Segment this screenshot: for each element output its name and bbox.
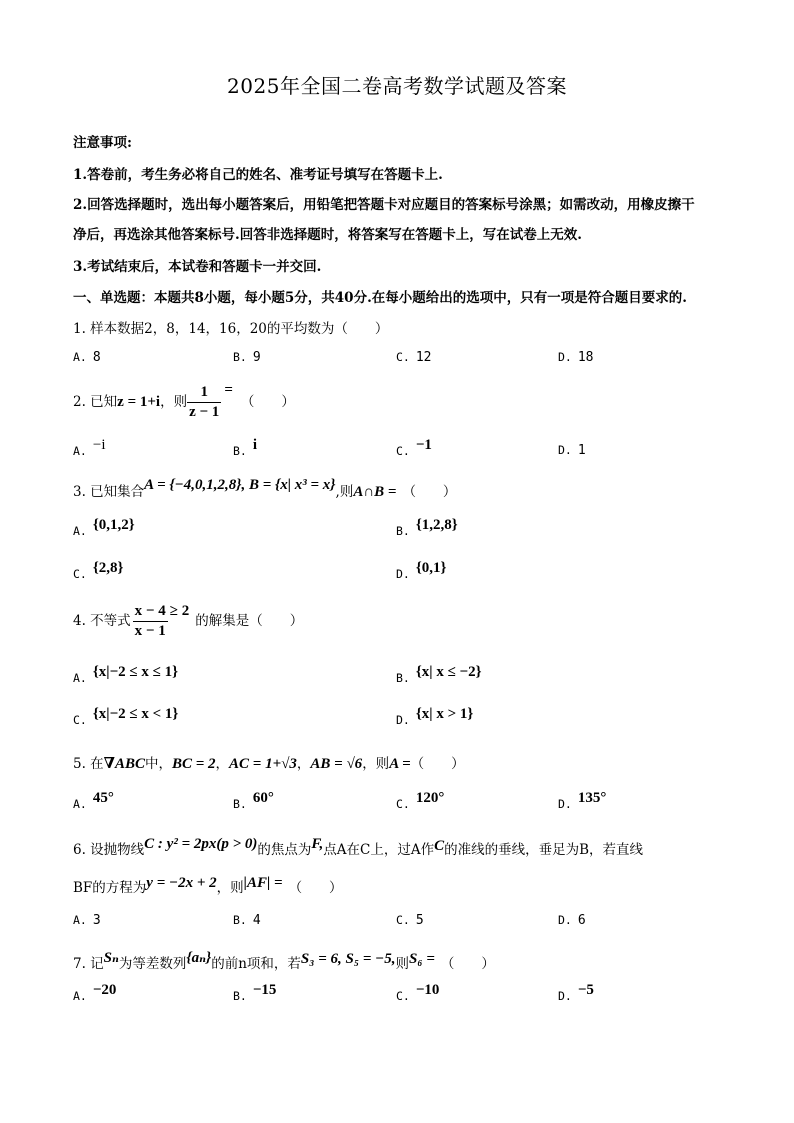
question-6-stem-line2 (73, 876, 343, 897)
option-a (73, 517, 135, 540)
stem-text: ， (296, 756, 311, 772)
option-label: C. (396, 913, 410, 927)
option-value: −15 (252, 982, 277, 998)
option-d (558, 913, 586, 928)
option-value: 135° (577, 790, 607, 806)
math-expression: = (224, 382, 233, 398)
option-d (558, 350, 594, 365)
math-expression: C : y² = 2px(p > 0) (144, 836, 258, 852)
option-a (73, 982, 117, 1005)
option-value: {0,1} (415, 560, 447, 576)
option-c (73, 560, 124, 583)
option-b (233, 913, 261, 928)
option-b (396, 664, 482, 687)
option-b (233, 437, 258, 460)
stem-text: BF的方程为 (73, 880, 147, 896)
math-expression: AC = 1+√3 (229, 756, 297, 772)
option-d (558, 982, 594, 1005)
option-value: −1 (415, 437, 432, 453)
stem-text: 则 (395, 956, 409, 972)
option-label: A. (73, 524, 87, 538)
option-label: C. (396, 797, 410, 811)
option-label: A. (73, 989, 87, 1003)
math-expression: , B = {x| x³ = x} (241, 477, 336, 493)
option-label: A. (73, 444, 87, 458)
question-2-stem (73, 384, 295, 421)
option-c (396, 790, 445, 813)
option-value: 4 (252, 913, 261, 928)
option-c (396, 982, 440, 1005)
option-label: D. (558, 350, 572, 364)
option-label: A. (73, 913, 87, 927)
option-label: C. (73, 713, 87, 727)
question-5-stem (73, 752, 465, 773)
option-label: D. (558, 797, 572, 811)
fraction (187, 384, 221, 421)
fraction-denominator: x − 1 (134, 623, 166, 639)
fraction (133, 603, 168, 640)
option-a (73, 664, 178, 687)
option-label: D. (558, 989, 572, 1003)
math-expression: BC = 2 (171, 756, 216, 772)
stem-text: （ ） (288, 880, 343, 896)
option-label: B. (233, 797, 247, 811)
option-value: −20 (92, 982, 117, 998)
option-value: 45° (92, 790, 114, 806)
option-c (396, 437, 432, 460)
math-expression: |AF| = (243, 875, 283, 891)
option-label: B. (233, 913, 247, 927)
math-expression: AB = √6 (310, 756, 363, 772)
option-a (73, 913, 101, 928)
option-label: A. (73, 671, 87, 685)
fraction-denominator: z − 1 (189, 404, 220, 420)
option-d (396, 706, 474, 729)
option-c (396, 350, 432, 365)
notice-item: 净后，再选涂其他答案标号.回答非选择题时，将答案写在答题卡上，写在试卷上无效. (73, 227, 582, 243)
question-4-stem (73, 603, 303, 640)
option-label: B. (233, 444, 247, 458)
stem-text: 的准线的垂线，垂足为B，若直线 (444, 842, 644, 858)
math-expression: A = {−4,0,1,2,8} (144, 477, 242, 493)
stem-text: 6. 设抛物线 (73, 842, 145, 858)
option-label: B. (396, 671, 410, 685)
option-a (73, 437, 106, 460)
stem-text: ， (215, 756, 230, 772)
question-1-stem: 1. 样本数据2，8，14，16，20的平均数为（ ） (73, 321, 389, 337)
option-label: C. (396, 444, 410, 458)
stem-text: （ ） (240, 394, 295, 410)
stem-text: 中， (144, 756, 172, 772)
stem-text: ，则 (160, 394, 188, 410)
option-value: {x|−2 ≤ x ≤ 1} (92, 664, 178, 680)
option-value: −i (92, 437, 106, 453)
stem-text: 5. 在 (73, 756, 104, 772)
stem-text: 的前n项和，若 (211, 956, 301, 972)
math-expression: A = (389, 756, 411, 772)
option-value: {x|−2 ≤ x < 1} (92, 706, 179, 722)
math-expression: y = −2x + 2 (146, 875, 217, 891)
option-a (73, 350, 101, 365)
option-value: {0,1,2} (92, 517, 135, 533)
math-expression: C (434, 838, 445, 854)
option-label: D. (396, 567, 410, 581)
option-label: C. (396, 350, 410, 364)
option-label: B. (233, 989, 247, 1003)
option-b (396, 517, 458, 540)
option-label: C. (73, 567, 87, 581)
stem-text: 3. 已知集合 (73, 484, 145, 500)
option-label: C. (396, 989, 410, 1003)
option-d (396, 560, 447, 583)
section-heading: 一、单选题：本题共8小题，每小题5分，共40分.在每小题给出的选项中，只有一项是符合题目要求的. (73, 290, 687, 306)
option-value: {1,2,8} (415, 517, 458, 533)
option-label: D. (396, 713, 410, 727)
stem-text: 2. 已知 (73, 394, 118, 410)
option-value: {x| x > 1} (415, 706, 474, 722)
stem-text: （ ） (440, 956, 495, 972)
stem-text: 的焦点为 (257, 842, 312, 858)
question-3-stem (73, 477, 457, 501)
math-expression: F, (311, 836, 324, 852)
option-value: {2,8} (92, 560, 124, 576)
math-expression: S₆ = (409, 951, 435, 967)
stem-text: （ ） (402, 484, 457, 500)
option-value: 3 (92, 913, 101, 928)
math-expression: A∩B = (353, 484, 397, 500)
option-value: 1 (577, 443, 586, 458)
math-expression: Sₙ (103, 950, 119, 966)
option-label: A. (73, 797, 87, 811)
stem-text: ，则 (216, 880, 244, 896)
option-d (558, 443, 586, 458)
stem-text: ，则 (362, 756, 390, 772)
option-b (233, 350, 261, 365)
stem-text: 7. 记 (73, 956, 104, 972)
fraction-numerator: 1 (187, 384, 221, 403)
notice-item: 3.考试结束后，本试卷和答题卡一并交回. (73, 259, 322, 275)
option-value: 60° (252, 790, 274, 806)
math-expression: ∇ABC (103, 756, 145, 772)
fraction-numerator: x − 4 (133, 603, 168, 622)
option-label: D. (558, 913, 572, 927)
stem-text: 点A在C上，过A作 (323, 842, 435, 858)
option-a (73, 790, 114, 813)
option-value: 18 (577, 350, 594, 365)
math-expression: {aₙ} (186, 950, 212, 966)
option-b (233, 982, 277, 1005)
stem-text: 的解集是（ ） (195, 613, 304, 629)
option-label: D. (558, 443, 572, 457)
option-value: −10 (415, 982, 440, 998)
question-6-stem (73, 838, 643, 859)
question-7-stem (73, 952, 495, 973)
option-label: B. (233, 350, 247, 364)
notice-item: 1.答卷前，考生务必将自己的姓名、准考证号填写在答题卡上. (73, 167, 443, 183)
math-expression: z = 1+i (117, 394, 161, 410)
option-b (233, 790, 274, 813)
stem-text: ,则 (335, 484, 354, 500)
option-d (558, 790, 607, 813)
math-expression: S₃ = 6, S₅ = −5, (300, 951, 396, 967)
option-label: A. (73, 350, 87, 364)
option-value: 12 (415, 350, 432, 365)
option-value: 9 (252, 350, 261, 365)
option-value: i (252, 437, 258, 453)
option-c (396, 913, 424, 928)
stem-text: （ ） (410, 756, 465, 772)
math-expression: ≥ 2 (169, 603, 190, 619)
notice-heading: 注意事项: (73, 135, 132, 151)
notice-item: 2.回答选择题时，选出每小题答案后，用铅笔把答题卡对应题目的答案标号涂黑；如需改动，用橡皮擦干 (73, 197, 695, 213)
option-value: −5 (577, 982, 594, 998)
option-value: 120° (415, 790, 445, 806)
stem-text: 为等差数列 (118, 956, 187, 972)
option-label: B. (396, 524, 410, 538)
option-value: 8 (92, 350, 101, 365)
option-value: {x| x ≤ −2} (415, 664, 482, 680)
option-value: 5 (415, 913, 424, 928)
stem-text: 4. 不等式 (73, 613, 131, 629)
option-c (73, 706, 179, 729)
option-value: 6 (577, 913, 586, 928)
page-title: 2025年全国二卷高考数学试题及答案 (227, 74, 567, 98)
